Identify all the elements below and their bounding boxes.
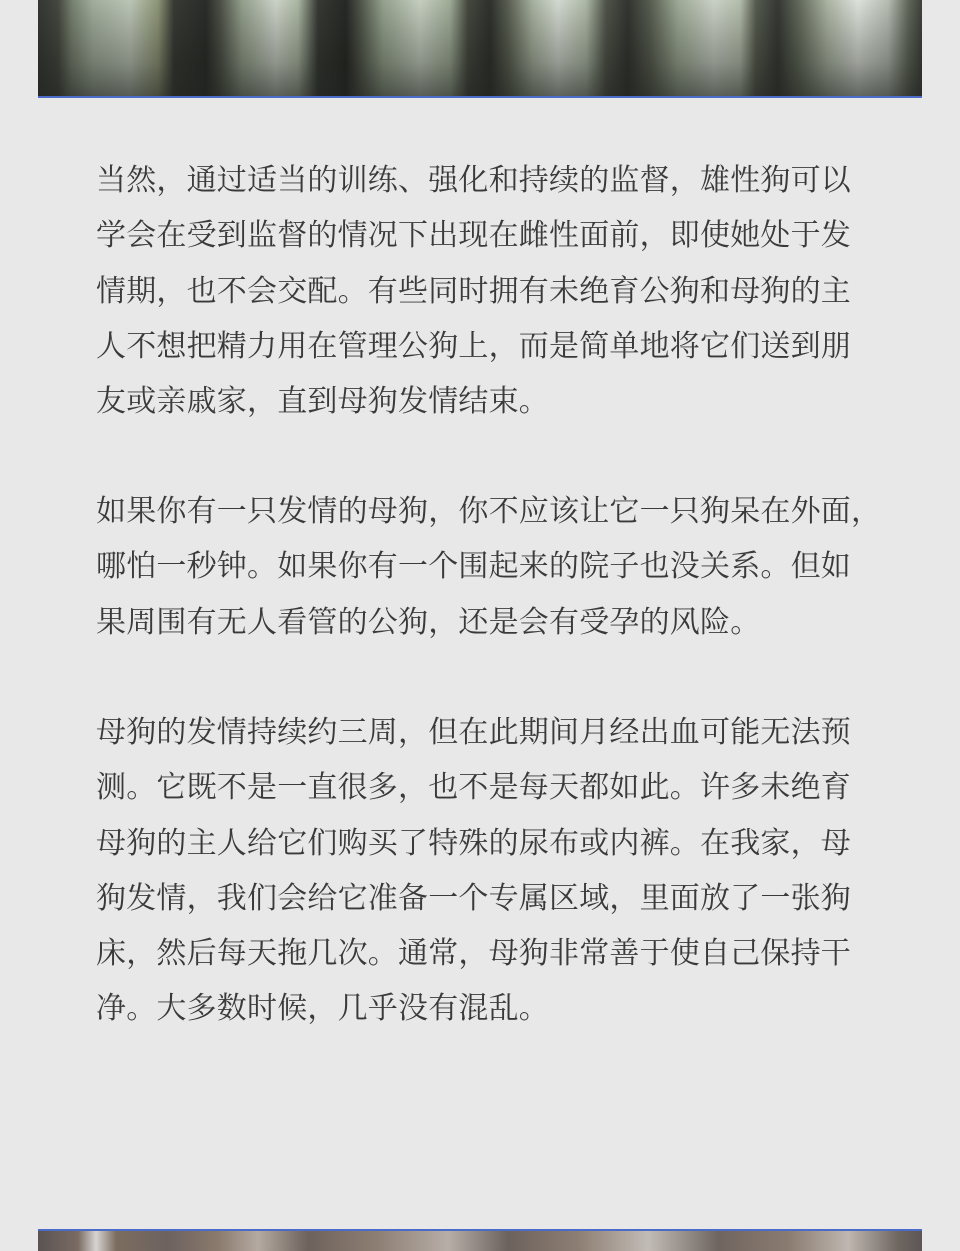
- bottom-photo: [38, 1229, 922, 1251]
- paragraph-3: 母狗的发情持续约三周，但在此期间月经出血可能无法预 测。它既不是一直很多，也不是每天都如此。许多未绝育 母狗的主人给它们购买了特殊的尿布或内裤。在我家，母 狗发情，我们会给它准备一个专属区域，里面放了一张狗 床，然后每天拖几次。通常，母狗非常善于使自己保持干 净。大多数时候，几乎没有混乱。: [96, 715, 851, 1027]
- paragraph-2: 如果你有一只发情的母狗，你不应该让它一只狗呆在外面， 哪怕一秒钟。如果你有一个围起来的院子也没关系。但如 果周围有无人看管的公狗，还是会有受孕的风险。: [96, 494, 882, 640]
- paragraph-1: 当然，通过适当的训练、强化和持续的监督，雄性狗可以 学会在受到监督的情况下出现在雌性面前，即使她处于发 情期，也不会交配。有些同时拥有未绝育公狗和母狗的主 人不想把精力用在管理公狗上，而是简单地将它们送到朋 友或亲戚家，直到母狗发情结束。: [96, 163, 851, 420]
- top-photo: [38, 0, 922, 98]
